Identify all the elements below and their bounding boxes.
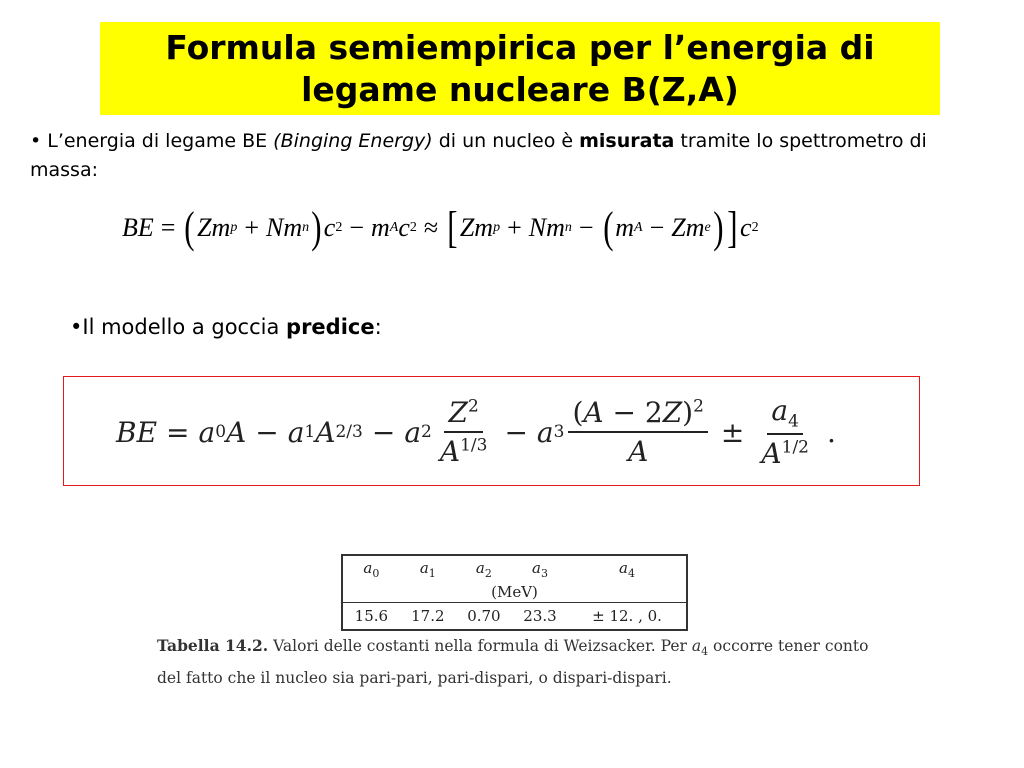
bullet-binding-energy (30, 127, 990, 185)
caption-subscript: 4 (701, 645, 709, 659)
header-a1: $a_1$ (419, 558, 436, 580)
bullet1-mid: di un nucleo è (432, 130, 580, 152)
bullet-liquid-drop-model (70, 312, 382, 342)
table-caption (157, 633, 897, 691)
value-a0: 15.6 (354, 607, 389, 625)
value-a3: 23.3 (523, 607, 557, 625)
semi-empirical-formula-box (63, 376, 920, 486)
unit-label: (MeV) (342, 582, 687, 603)
table-row (342, 603, 687, 631)
bullet1-prefix: • L’energia di legame BE (30, 130, 274, 152)
caption-symbol: a (691, 637, 702, 655)
slide-title (100, 22, 940, 115)
bullet1-suffix: tramite lo spettrometro di massa: (30, 130, 927, 181)
value-a1: 17.2 (411, 607, 445, 625)
bullet2-prefix: •Il modello a goccia (70, 315, 287, 339)
binding-energy-mass-equation: BE = ( Zm p + Nm n ) c 2 − m A c 2 ≈ [ Zm p + Nm n − ( m A − Zm e ) ] c 2 (122, 203, 759, 252)
bullet2-bold: predice (286, 315, 375, 339)
caption-text-2: occorre tener conto del fatto che il nucleo sia pari-pari, pari-dispari, o dispari-dispari. (157, 637, 869, 688)
header-a3: $a_3$ (532, 558, 548, 580)
bullet2-suffix: : (374, 315, 382, 339)
semi-empirical-mass-formula: BE = a 0 A − a 1 A 2/3 − a 2 $\frac{Z^2}{A^{1/3}}$ − a 3 $\frac{(A - 2Z)^2}{A}$ ± $\frac{a_4}{A^{1/2}}$ . (116, 393, 836, 471)
bullet1-bold: misurata (579, 130, 675, 152)
header-a4: $a_4$ (619, 558, 635, 580)
title-line-1: Formula semiempirica per l’energia di (165, 27, 875, 67)
value-a2: 0.70 (467, 607, 501, 625)
header-a2: $a_2$ (475, 558, 492, 580)
table-unit-row (342, 582, 687, 603)
caption-label: Tabella 14.2. (157, 636, 269, 655)
constants-table (341, 554, 688, 631)
caption-text: Valori delle costanti nella formula di Weizsacker. Per (268, 637, 692, 655)
title-line-2: legame nucleare B(Z,A) (301, 69, 739, 109)
bullet1-italic: (Binging Energy) (273, 130, 433, 152)
table-header-row (342, 555, 687, 582)
value-a4: ± 12. , 0. (592, 607, 662, 625)
header-a0: $a_0$ (363, 558, 380, 580)
